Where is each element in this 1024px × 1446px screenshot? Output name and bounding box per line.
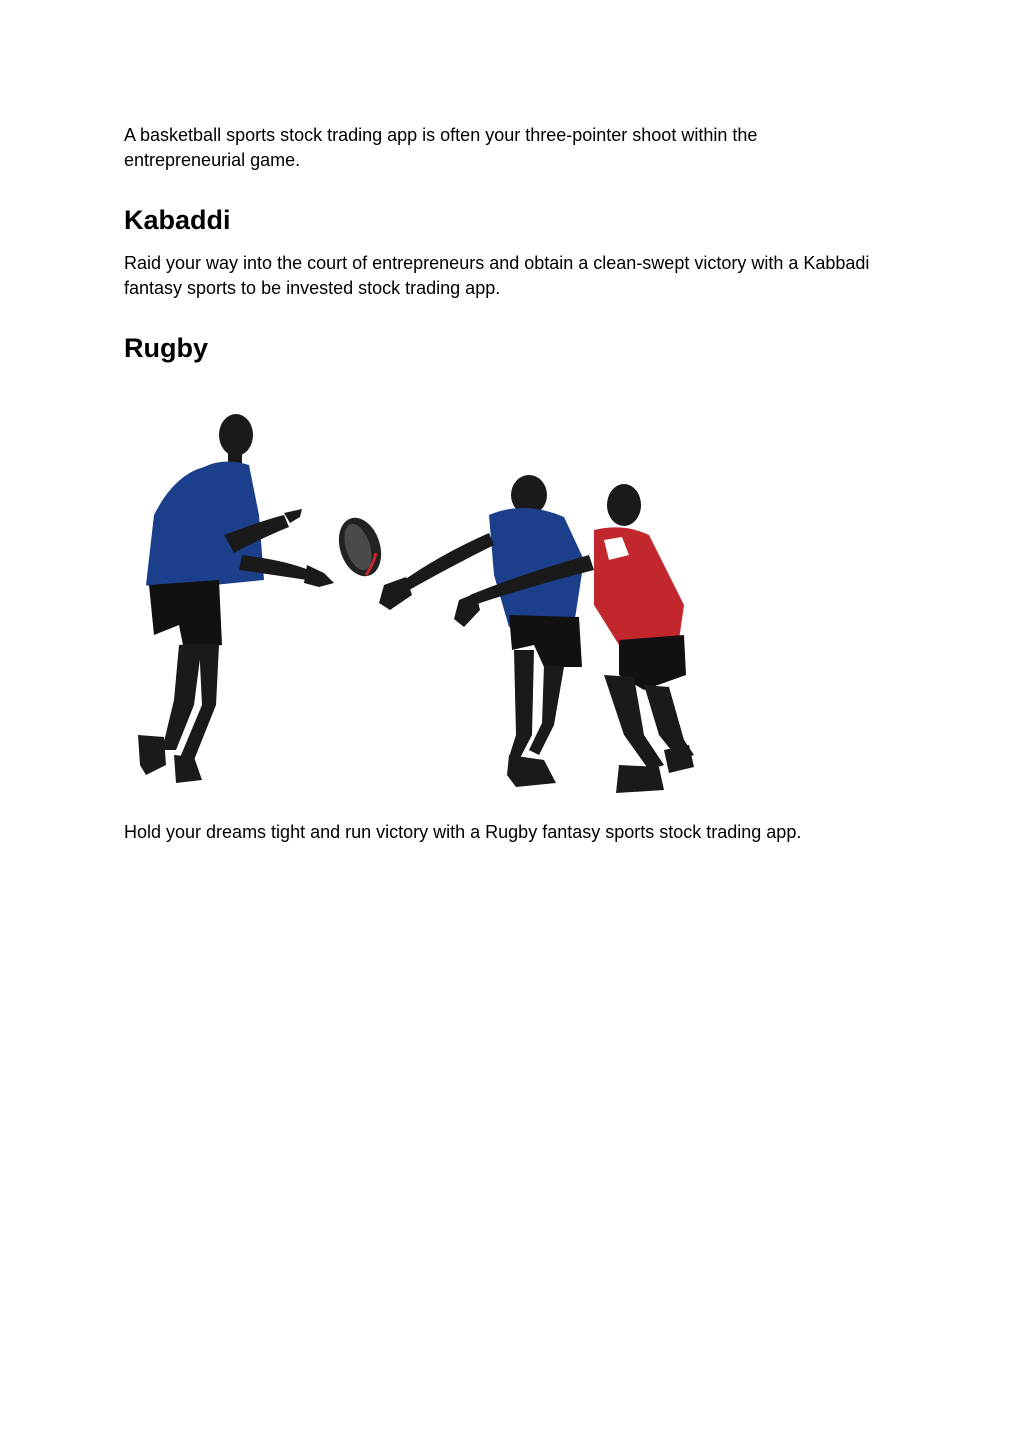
- kabaddi-heading: Kabaddi: [124, 205, 231, 235]
- rugby-player-center: [379, 475, 584, 787]
- rugby-player-left: [138, 414, 334, 783]
- rugby-players-image: [124, 405, 704, 805]
- rugby-paragraph: Hold your dreams tight and run victory with a Rugby fantasy sports stock trading app.: [124, 822, 802, 842]
- intro-paragraph: A basketball sports stock trading app is often your three-pointer shoot within the entrepreneurial game.: [124, 125, 758, 170]
- rugby-ball: [332, 512, 389, 581]
- kabaddi-paragraph: Raid your way into the court of entrepreneurs and obtain a clean-swept victory with a Kabbadi fantasy sports to be invested stock trading app.: [124, 253, 870, 298]
- rugby-heading: Rugby: [124, 333, 208, 363]
